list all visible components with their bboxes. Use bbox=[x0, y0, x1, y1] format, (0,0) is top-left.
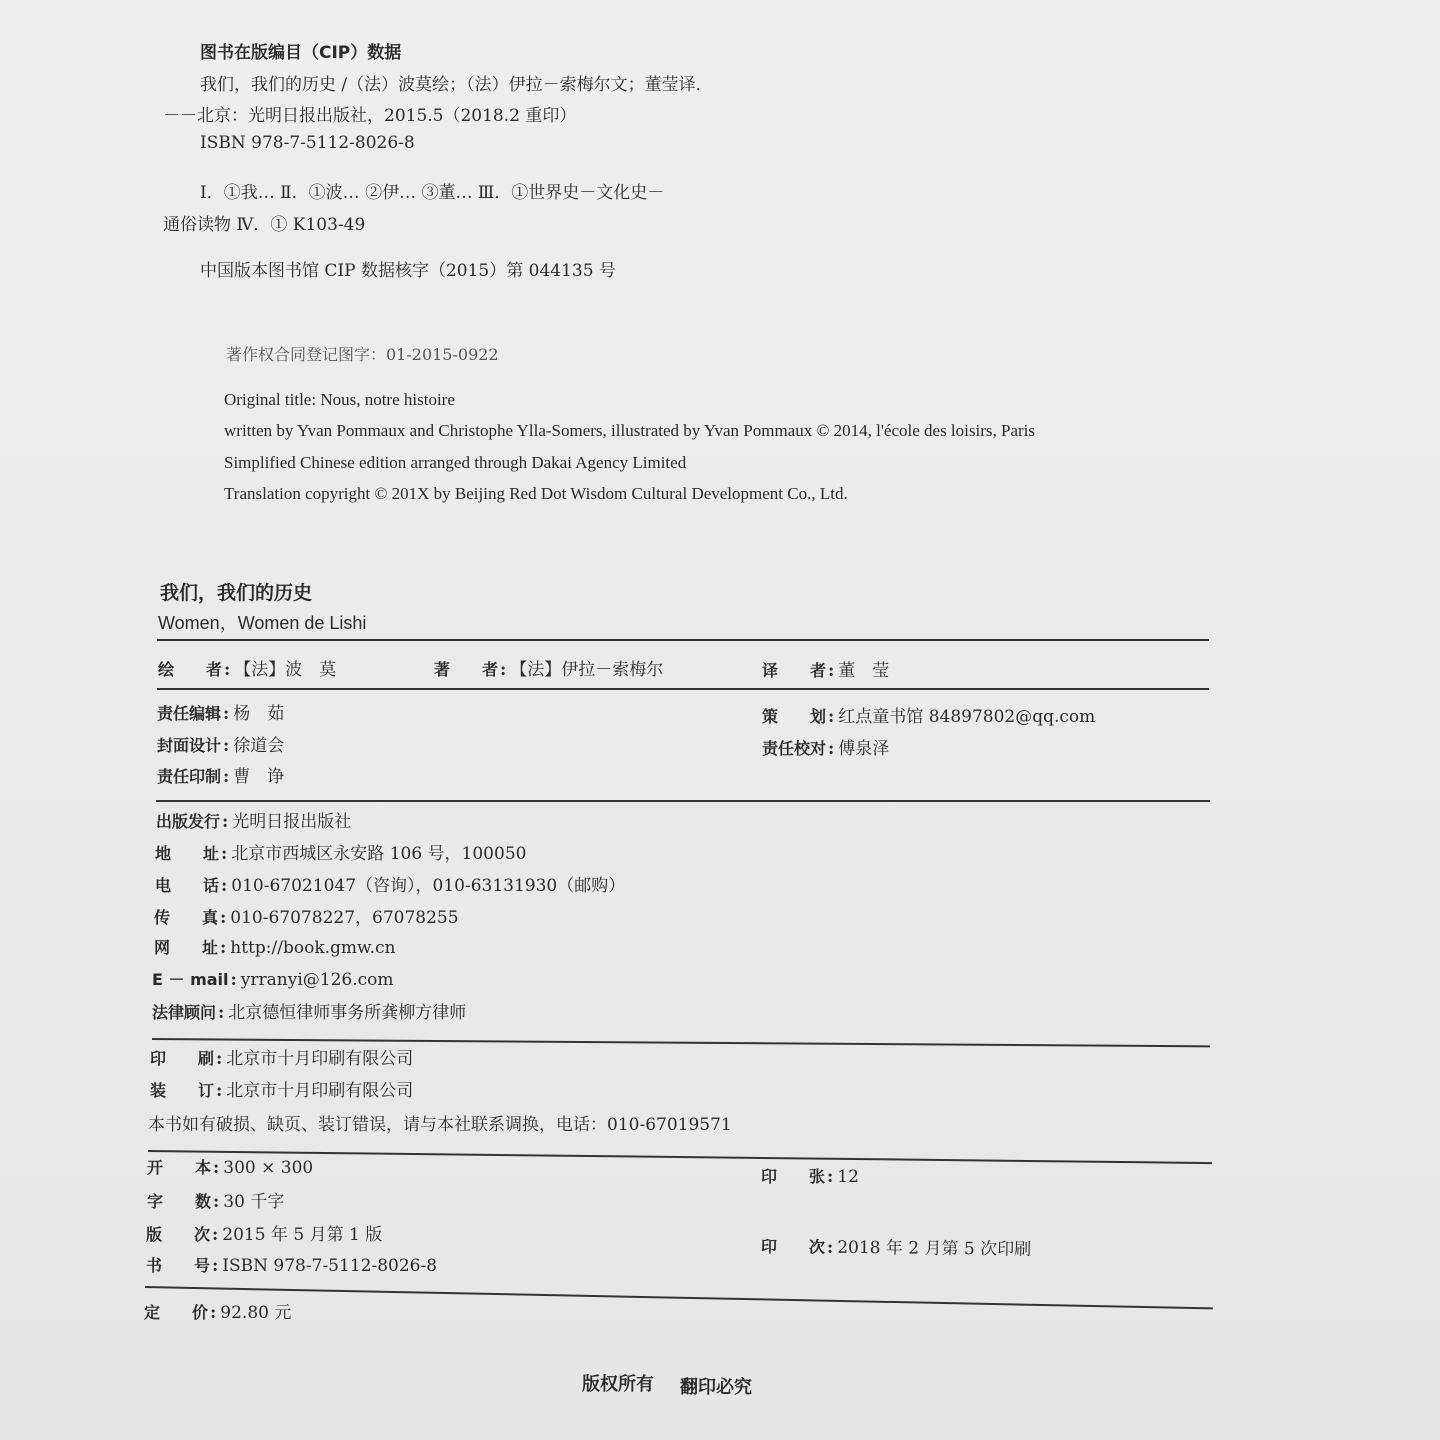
planner-value: 红点童书馆 84897802@qq.com bbox=[838, 707, 1096, 727]
legal-value: 北京德恒律师事务所龚柳方律师 bbox=[228, 1003, 467, 1023]
editor-row: 责任编辑 : 杨 茹 bbox=[157, 699, 284, 724]
format-value: 300 × 300 bbox=[223, 1158, 314, 1178]
proofreader-label: 责任校对 bbox=[762, 739, 827, 758]
printer-label: 印 刷 bbox=[150, 1049, 215, 1068]
word-count-value: 30 千字 bbox=[223, 1192, 285, 1212]
printer-value: 北京市十月印刷有限公司 bbox=[226, 1049, 414, 1069]
email-value: yrranyi@126.com bbox=[240, 970, 394, 990]
legal-label: 法律顾问 bbox=[152, 1003, 217, 1022]
divider-rule bbox=[156, 800, 1210, 802]
publisher-label: 出版发行 bbox=[156, 812, 221, 831]
book-subtitle: Women，Women de Lishi bbox=[158, 613, 367, 633]
website-value: http://book.gmw.cn bbox=[230, 938, 396, 958]
book-title: 我们，我们的历史 bbox=[160, 582, 313, 604]
print-supervisor-value: 曹 诤 bbox=[233, 767, 285, 787]
planner-row: 策 划 : 红点童书馆 84897802@qq.com bbox=[762, 702, 1095, 727]
piracy-notice: 翻印必究 bbox=[680, 1377, 752, 1398]
sheets-label: 印 张 bbox=[761, 1167, 826, 1186]
english-edition: Simplified Chinese edition arranged through Dakai Agency Limited bbox=[224, 453, 687, 472]
print-supervisor-row: 责任印制 : 曹 诤 bbox=[157, 762, 284, 787]
translator-label: 译 者 bbox=[762, 661, 827, 680]
editor-label: 责任编辑 bbox=[157, 704, 222, 723]
english-translation-copyright: Translation copyright © 201X by Beijing Red Dot Wisdom Cultural Development Co., Ltd. bbox=[224, 484, 848, 503]
email-row: E － mail : yrranyi@126.com bbox=[152, 967, 394, 990]
impression-value: 2018 年 2 月第 5 次印刷 bbox=[837, 1237, 1032, 1260]
edition-label: 版 次 bbox=[146, 1225, 211, 1244]
credit-author: 著 者 : 【法】伊拉－索梅尔 bbox=[434, 655, 663, 680]
address-row: 地 址 : 北京市西城区永安路 106 号，100050 bbox=[155, 839, 526, 864]
fax-value: 010-67078227，67078255 bbox=[230, 908, 459, 928]
illustrator-label: 绘 者 bbox=[158, 660, 223, 679]
impression-row: 印 次 : 2018 年 2 月第 5 次印刷 bbox=[761, 1232, 1031, 1260]
editor-value: 杨 茹 bbox=[233, 704, 285, 724]
phone-value: 010-67021047（咨询），010-63131930（邮购） bbox=[231, 876, 626, 896]
legal-row: 法律顾问 : 北京德恒律师事务所龚柳方律师 bbox=[152, 998, 466, 1023]
planner-label: 策 划 bbox=[762, 707, 827, 726]
credit-translator: 译 者 : 董 莹 bbox=[762, 656, 889, 681]
fax-row: 传 真 : 010-67078227，67078255 bbox=[154, 903, 459, 928]
publisher-row: 出版发行 : 光明日报出版社 bbox=[156, 807, 351, 832]
illustrator-value: 【法】波 莫 bbox=[234, 660, 337, 680]
isbn-value: ISBN 978-7-5112-8026-8 bbox=[222, 1256, 438, 1276]
english-original-title: Original title: Nous, notre histoire bbox=[224, 390, 455, 409]
damage-notice: 本书如有破损、缺页、装订错误，请与本社联系调换，电话：010-67019571 bbox=[148, 1115, 732, 1135]
sheets-value: 12 bbox=[837, 1167, 859, 1187]
cip-isbn: ISBN 978-7-5112-8026-8 bbox=[200, 133, 415, 153]
phone-row: 电 话 : 010-67021047（咨询），010-63131930（邮购） bbox=[155, 871, 625, 896]
proofreader-row: 责任校对 : 傅泉泽 bbox=[762, 734, 889, 759]
isbn-label: 书 号 bbox=[146, 1256, 211, 1275]
word-count-label: 字 数 bbox=[147, 1192, 212, 1211]
website-label: 网 址 bbox=[154, 938, 219, 957]
edition-row: 版 次 : 2015 年 5 月第 1 版 bbox=[146, 1220, 382, 1245]
email-label: E － mail bbox=[152, 970, 229, 989]
credit-illustrator: 绘 者 : 【法】波 莫 bbox=[158, 655, 336, 680]
author-label: 著 者 bbox=[434, 660, 499, 679]
isbn-row: 书 号 : ISBN 978-7-5112-8026-8 bbox=[146, 1253, 437, 1276]
cip-class-line-1: Ⅰ．①我… Ⅱ．①波… ②伊… ③董… Ⅲ．①世界史－文化史－ bbox=[200, 183, 665, 203]
binder-value: 北京市十月印刷有限公司 bbox=[226, 1081, 414, 1101]
binder-row: 装 订 : 北京市十月印刷有限公司 bbox=[150, 1076, 413, 1101]
translator-value: 董 莹 bbox=[838, 661, 890, 681]
english-authors: written by Yvan Pommaux and Christophe Ylla-Somers, illustrated by Yvan Pommaux © 2014, l'école des loisirs, Paris bbox=[224, 421, 1035, 440]
cover-design-row: 封面设计 : 徐道会 bbox=[157, 731, 284, 756]
price-label: 定 价 bbox=[144, 1303, 209, 1322]
sheets-row: 印 张 : 12 bbox=[761, 1164, 859, 1187]
price-row: 定 价 : 92.80 元 bbox=[144, 1298, 291, 1323]
cip-heading: 图书在版编目（CIP）数据 bbox=[200, 43, 402, 63]
cip-class-line-2: 通俗读物 Ⅳ．① K103-49 bbox=[163, 215, 366, 235]
cover-label: 封面设计 bbox=[157, 736, 222, 755]
cip-approval: 中国版本图书馆 CIP 数据核字（2015）第 044135 号 bbox=[200, 261, 616, 281]
printer-row: 印 刷 : 北京市十月印刷有限公司 bbox=[150, 1044, 413, 1069]
format-label: 开 本 bbox=[147, 1158, 212, 1177]
edition-value: 2015 年 5 月第 1 版 bbox=[222, 1225, 383, 1245]
binder-label: 装 订 bbox=[150, 1081, 215, 1100]
publisher-value: 光明日报出版社 bbox=[232, 812, 352, 832]
cover-value: 徐道会 bbox=[233, 736, 285, 756]
print-supervisor-label: 责任印制 bbox=[157, 767, 222, 786]
proofreader-value: 傅泉泽 bbox=[838, 739, 890, 759]
address-label: 地 址 bbox=[155, 844, 220, 863]
format-row: 开 本 : 300 × 300 bbox=[147, 1155, 313, 1178]
phone-label: 电 话 bbox=[155, 876, 220, 895]
divider-rule bbox=[157, 639, 1209, 641]
fax-label: 传 真 bbox=[154, 908, 219, 927]
copyright-registration: 著作权合同登记图字：01-2015-0922 bbox=[226, 345, 499, 364]
cip-line-2: －－北京：光明日报出版社，2015.5（2018.2 重印） bbox=[163, 106, 577, 126]
rights-reserved: 版权所有 bbox=[582, 1374, 654, 1395]
price-value: 92.80 元 bbox=[220, 1303, 292, 1323]
impression-label: 印 次 bbox=[760, 1237, 826, 1257]
divider-rule bbox=[145, 1286, 1213, 1309]
website-row: 网 址 : http://book.gmw.cn bbox=[154, 935, 395, 958]
address-value: 北京市西城区永安路 106 号，100050 bbox=[231, 844, 527, 864]
word-count-row: 字 数 : 30 千字 bbox=[147, 1187, 284, 1212]
author-value: 【法】伊拉－索梅尔 bbox=[510, 660, 664, 680]
divider-rule bbox=[157, 688, 1209, 690]
cip-line-1: 我们，我们的历史 /（法）波莫绘；（法）伊拉－索梅尔文；董莹译． bbox=[200, 75, 713, 95]
